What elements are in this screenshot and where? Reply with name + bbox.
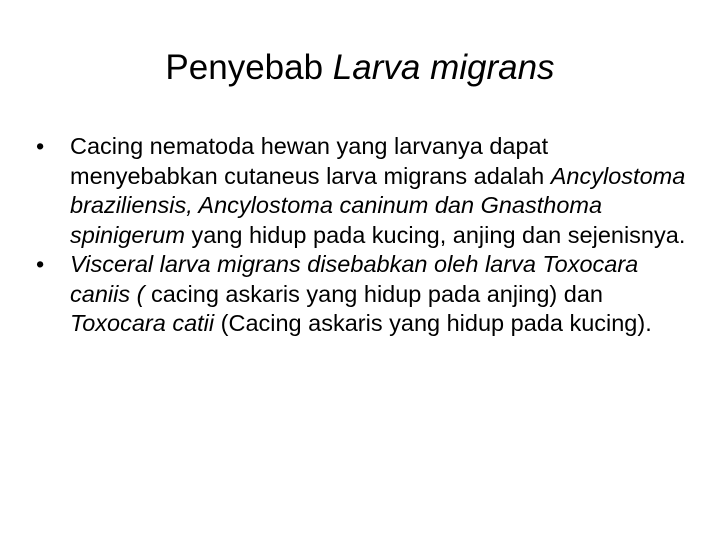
title-italic: Larva migrans [332,48,555,87]
bullet-dot-icon: • [36,133,45,159]
bullet-1-seg-3: yang hidup pada kucing, anjing dan sejenisnya. [184,221,686,248]
bullet-2-seg-1: Visceral larva migrans disebabkan oleh larva Toxocara caniis ( [70,251,639,307]
bullet-2-seg-4: (Cacing askaris yang hidup pada kucing). [214,310,652,336]
bullet-1-seg-1: Cacing nematoda hewan yang larvanya dapat menyebabkan cutaneus larva migrans adalah [70,133,551,189]
bullet-item-1 [36,132,686,250]
bullet-2-seg-2: cacing askaris yang hidup pada anjing) dan [144,280,603,307]
bullet-2-seg-3: Toxocara catii [70,310,215,336]
slide-title [0,44,720,92]
bullet-item-2 [36,250,686,339]
bullet-1-seg-2: Ancylostoma braziliensis, Ancylostoma caninum dan Gnasthoma spinigerum [70,162,686,248]
bullet-dot-icon: • [36,251,45,277]
bullet-list [36,132,686,339]
title-plain: Penyebab [165,48,333,87]
